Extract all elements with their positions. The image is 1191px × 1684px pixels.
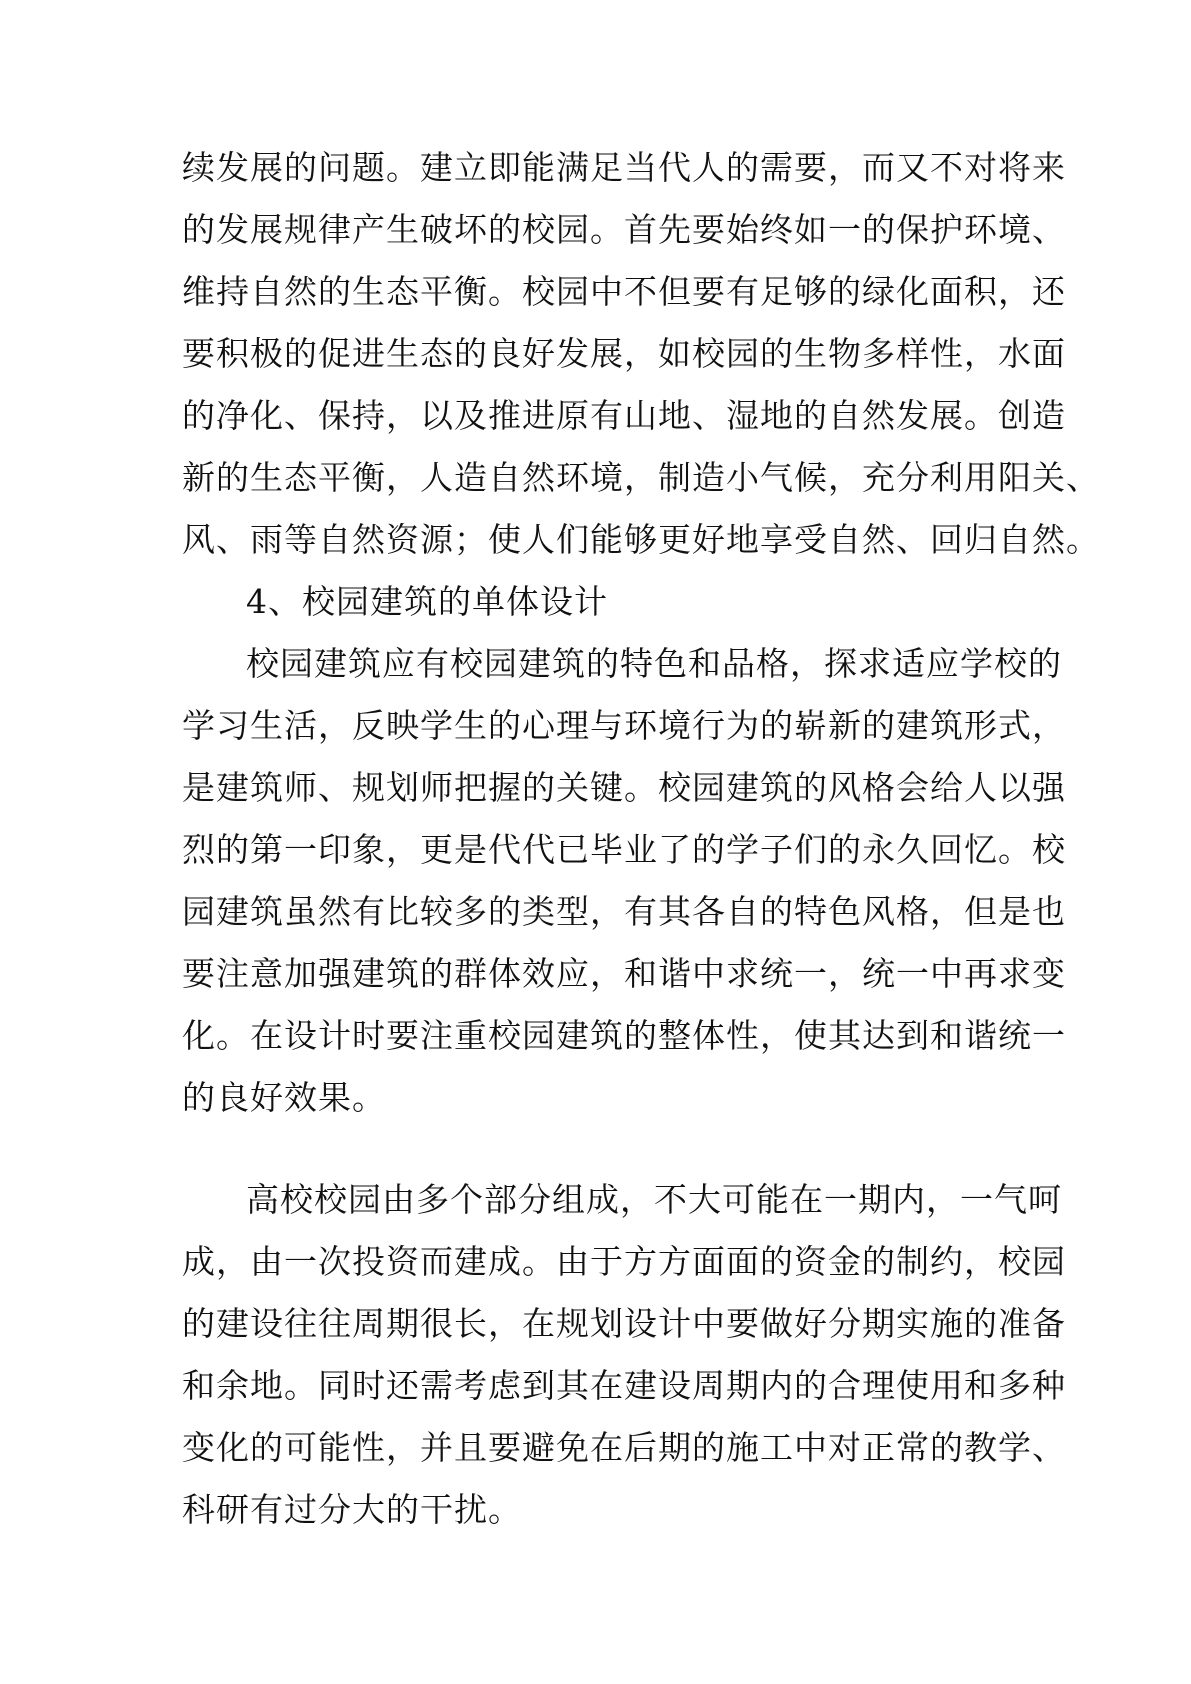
- paragraph-phased-construction: [182, 1169, 1066, 1541]
- text-line: 风、雨等自然资源；使人们能够更好地享受自然、回归自然。: [182, 520, 1100, 559]
- text-line: 成，由一次投资而建成。由于方方面面的资金的制约，校园: [182, 1242, 1066, 1281]
- text-line: 和余地。同时还需考虑到其在建设周期内的合理使用和多种: [182, 1366, 1066, 1405]
- text-line: 的净化、保持，以及推进原有山地、湿地的自然发展。创造: [182, 396, 1066, 435]
- section-heading: [182, 571, 1030, 633]
- text-line: 维持自然的生态平衡。校园中不但要有足够的绿化面积，还: [182, 272, 1066, 311]
- heading-text: 4、校园建筑的单体设计: [246, 582, 608, 621]
- text-line: 变化的可能性，并且要避免在后期的施工中对正常的教学、: [182, 1428, 1066, 1467]
- text-line: 要积极的促进生态的良好发展，如校园的生物多样性，水面: [182, 334, 1066, 373]
- text-line: 校园建筑应有校园建筑的特色和品格，探求适应学校的: [246, 644, 1062, 683]
- text-line: 的发展规律产生破坏的校园。首先要始终如一的保护环境、: [182, 210, 1066, 249]
- paragraph-sustainable-campus: [182, 137, 1100, 571]
- text-line: 的良好效果。: [182, 1078, 386, 1117]
- text-line: 的建设往往周期很长，在规划设计中要做好分期实施的准备: [182, 1304, 1066, 1343]
- text-line: 要注意加强建筑的群体效应，和谐中求统一，统一中再求变: [182, 954, 1066, 993]
- text-line: 高校校园由多个部分组成，不大可能在一期内，一气呵: [246, 1180, 1062, 1219]
- text-line: 烈的第一印象，更是代代已毕业了的学子们的永久回忆。校: [182, 830, 1066, 869]
- text-line: 园建筑虽然有比较多的类型，有其各自的特色风格，但是也: [182, 892, 1066, 931]
- text-line: 新的生态平衡，人造自然环境，制造小气候，充分利用阳关、: [182, 458, 1100, 497]
- paragraph-gap: [182, 1129, 1030, 1169]
- document-body: [182, 137, 1100, 1541]
- paragraph-building-design: [182, 633, 1066, 1129]
- text-line: 续发展的问题。建立即能满足当代人的需要，而又不对将来: [182, 148, 1066, 187]
- text-line: 科研有过分大的干扰。: [182, 1490, 522, 1529]
- text-line: 是建筑师、规划师把握的关键。校园建筑的风格会给人以强: [182, 768, 1066, 807]
- text-line: 化。在设计时要注重校园建筑的整体性，使其达到和谐统一: [182, 1016, 1066, 1055]
- text-line: 学习生活，反映学生的心理与环境行为的崭新的建筑形式，: [182, 706, 1066, 745]
